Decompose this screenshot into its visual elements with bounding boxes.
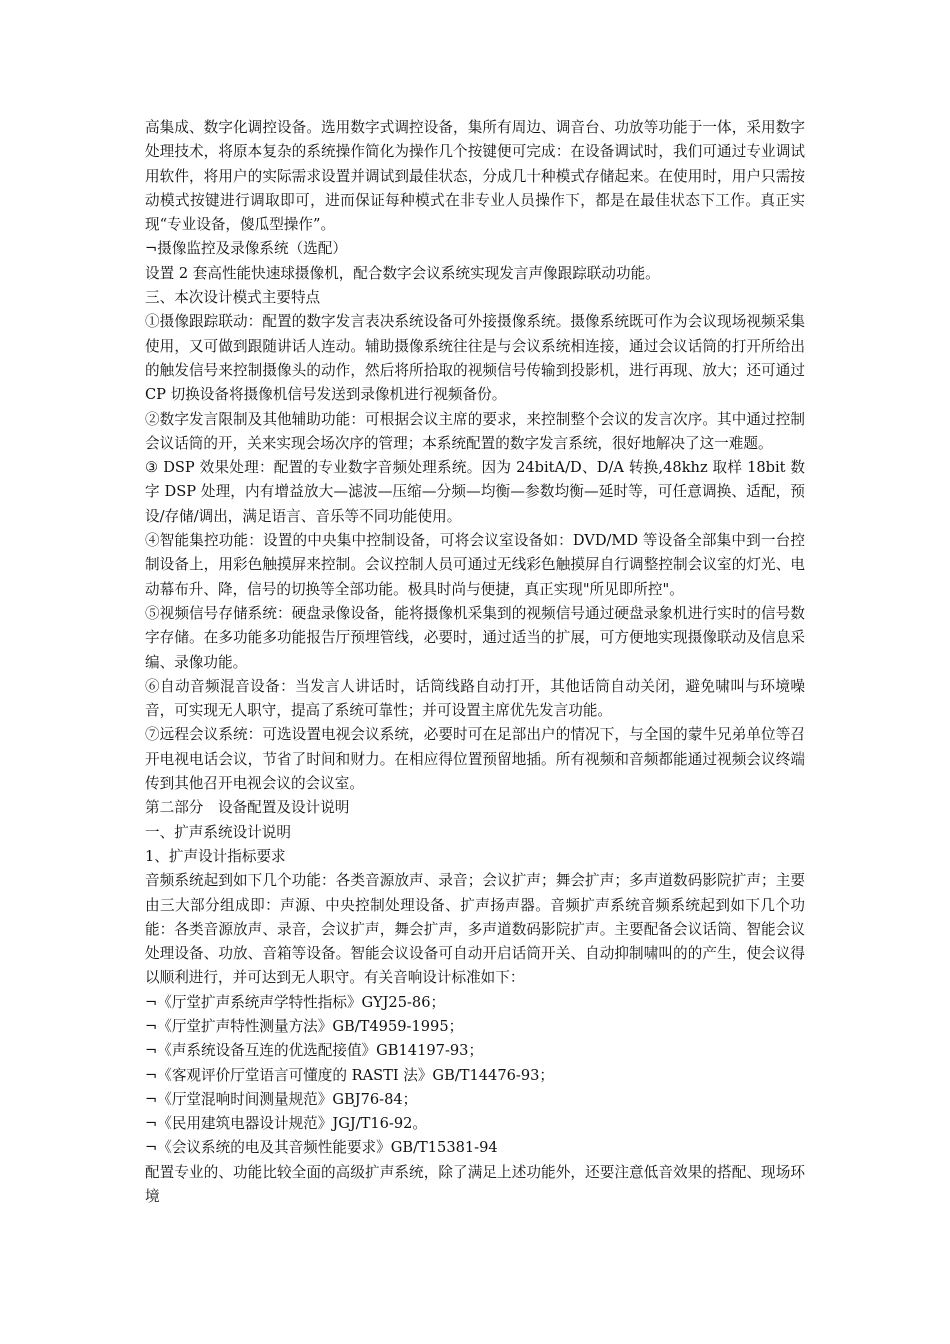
document-body — [145, 116, 805, 1209]
feature-remote-meeting: ⑦远程会议系统：可选设置电视会议系统，必要时可在足部出户的情况下，与全国的蒙牛兄弟单位等召开电视电话会议，节省了时间和财力。在相应得位置预留地插。所有视频和音频都能通过视频会议终端传到其他召开电视会议的会议室。 — [145, 726, 805, 793]
subsection-heading-requirements: 1、扩声设计指标要求 — [145, 847, 286, 865]
paragraph-audio-system: 音频系统起到如下几个功能：各类音源放声、录音；会议扩声；舞会扩声；多声道数码影院扩声；主要由三大部分组成即：声源、中央控制处理设备、扩声扬声器。音频扩声系统音频系统起到如下几个功能：各类音源放声、录音，会议扩声，舞会扩声，多声道数码影院扩声。主要配备会议话筒、智能会议处理设备、功放、音箱等设备。智能会议设备可自动开启话筒开关、自动抑制啸叫的的产生，使会议得以顺利进行，并可达到无人职守。有关音响设计标准如下： — [145, 872, 805, 987]
standard-item: ¬《声系统设备互连的优选配接值》GB14197-93； — [145, 1042, 484, 1060]
section-heading-features: 三、本次设计模式主要特点 — [145, 289, 321, 307]
feature-auto-mixer: ⑥自动音频混音设备：当发言人讲话时，话筒线路自动打开，其他话筒自动关闭，避免啸叫与环境噪音，可实现无人职守，提高了系统可靠性；并可设置主席优先发言功能。 — [145, 677, 805, 720]
standard-item: ¬《厅堂扩声系统声学特性指标》GYJ25-86； — [145, 993, 446, 1011]
feature-camera-tracking: ①摄像跟踪联动：配置的数字发言表决系统设备可外接摄像系统。摄像系统既可作为会议现场视频采集使用，又可做到跟随讲话人连动。辅助摄像系统往往是与会议系统相连接，通过会议话筒的打开所给出的触发信号来控制摄像头的动作，然后将所拾取的视频信号传输到投影机，进行再现、放大；还可通过 CP 切换设备将摄像机信号发送到录像机进行视频备份。 — [145, 313, 805, 404]
standard-item: ¬《客观评价厅堂语言可懂度的 RASTI 法》GB/T14476-93； — [145, 1066, 554, 1084]
paragraph-final: 配置专业的、功能比较全面的高级扩声系统，除了满足上述功能外，还要注意低音效果的搭配、现场环境 — [145, 1163, 805, 1206]
bullet-camera-system: ¬摄像监控及录像系统（选配） — [145, 240, 347, 258]
section-heading-sound: 一、扩声系统设计说明 — [145, 823, 291, 841]
feature-video-storage: ⑤视频信号存储系统：硬盘录像设备，能将摄像机采集到的视频信号通过硬盘录象机进行实时的信号数字存储。在多功能多功能报告厅预埋管线，必要时，通过适当的扩展，可方便地实现摄像联动及信息采编、录像功能。 — [145, 604, 805, 671]
paragraph-intro: 高集成、数字化调控设备。选用数字式调控设备，集所有周边、调音台、功放等功能于一体，采用数字处理技术，将原本复杂的系统操作简化为操作几个按键便可完成：在设备调试时，我们可通过专业调试用软件，将用户的实际需求设置并调试到最佳状态，分成几十种模式存储起来。在使用时，用户只需按动模式按键进行调取即可，进而保证每种模式在非专业人员操作下，都是在最佳状态下工作。真正实现“专业设备，傻瓜型操作”。 — [145, 119, 805, 234]
part-two-heading: 第二部分 设备配置及设计说明 — [145, 799, 350, 817]
paragraph-camera-setup: 设置 2 套高性能快速球摄像机，配合数字会议系统实现发言声像跟踪联动功能。 — [145, 264, 660, 282]
standard-item: ¬《会议系统的电及其音频性能要求》GB/T15381-94 — [145, 1139, 498, 1157]
feature-central-control: ④智能集控功能：设置的中央集中控制设备，可将会议室设备如：DVD/MD 等设备全部集中到一台控制设备上，用彩色触摸屏来控制。会议控制人员可通过无线彩色触摸屏自行调整控制会议室的灯光、电动幕布升、降，信号的切换等全部功能。极具时尚与便捷，真正实现"所见即所控"。 — [145, 532, 805, 598]
standard-item: ¬《厅堂扩声特性测量方法》GB/T4959-1995； — [145, 1017, 464, 1035]
standard-item: ¬《民用建筑电器设计规范》JGJ/T16-92。 — [145, 1115, 428, 1133]
feature-dsp: ③ DSP 效果处理：配置的专业数字音频处理系统。因为 24bitA/D、D/A 转换,48khz 取样 18bit 数字 DSP 处理，内有增益放大—滤波—压缩—分频—均衡—参数均衡—延时等，可任意调换、适配，预设/存储/调出，满足语言、音乐等不同功能使用。 — [145, 459, 805, 525]
standard-item: ¬《厅堂混响时间测量规范》GBJ76-84； — [145, 1090, 418, 1108]
feature-speech-limit: ②数字发言限制及其他辅助功能：可根据会议主席的要求，来控制整个会议的发言次序。其中通过控制会议话筒的开，关来实现会场次序的管理；本系统配置的数字发言系统，很好地解决了这一难题。 — [145, 410, 805, 452]
